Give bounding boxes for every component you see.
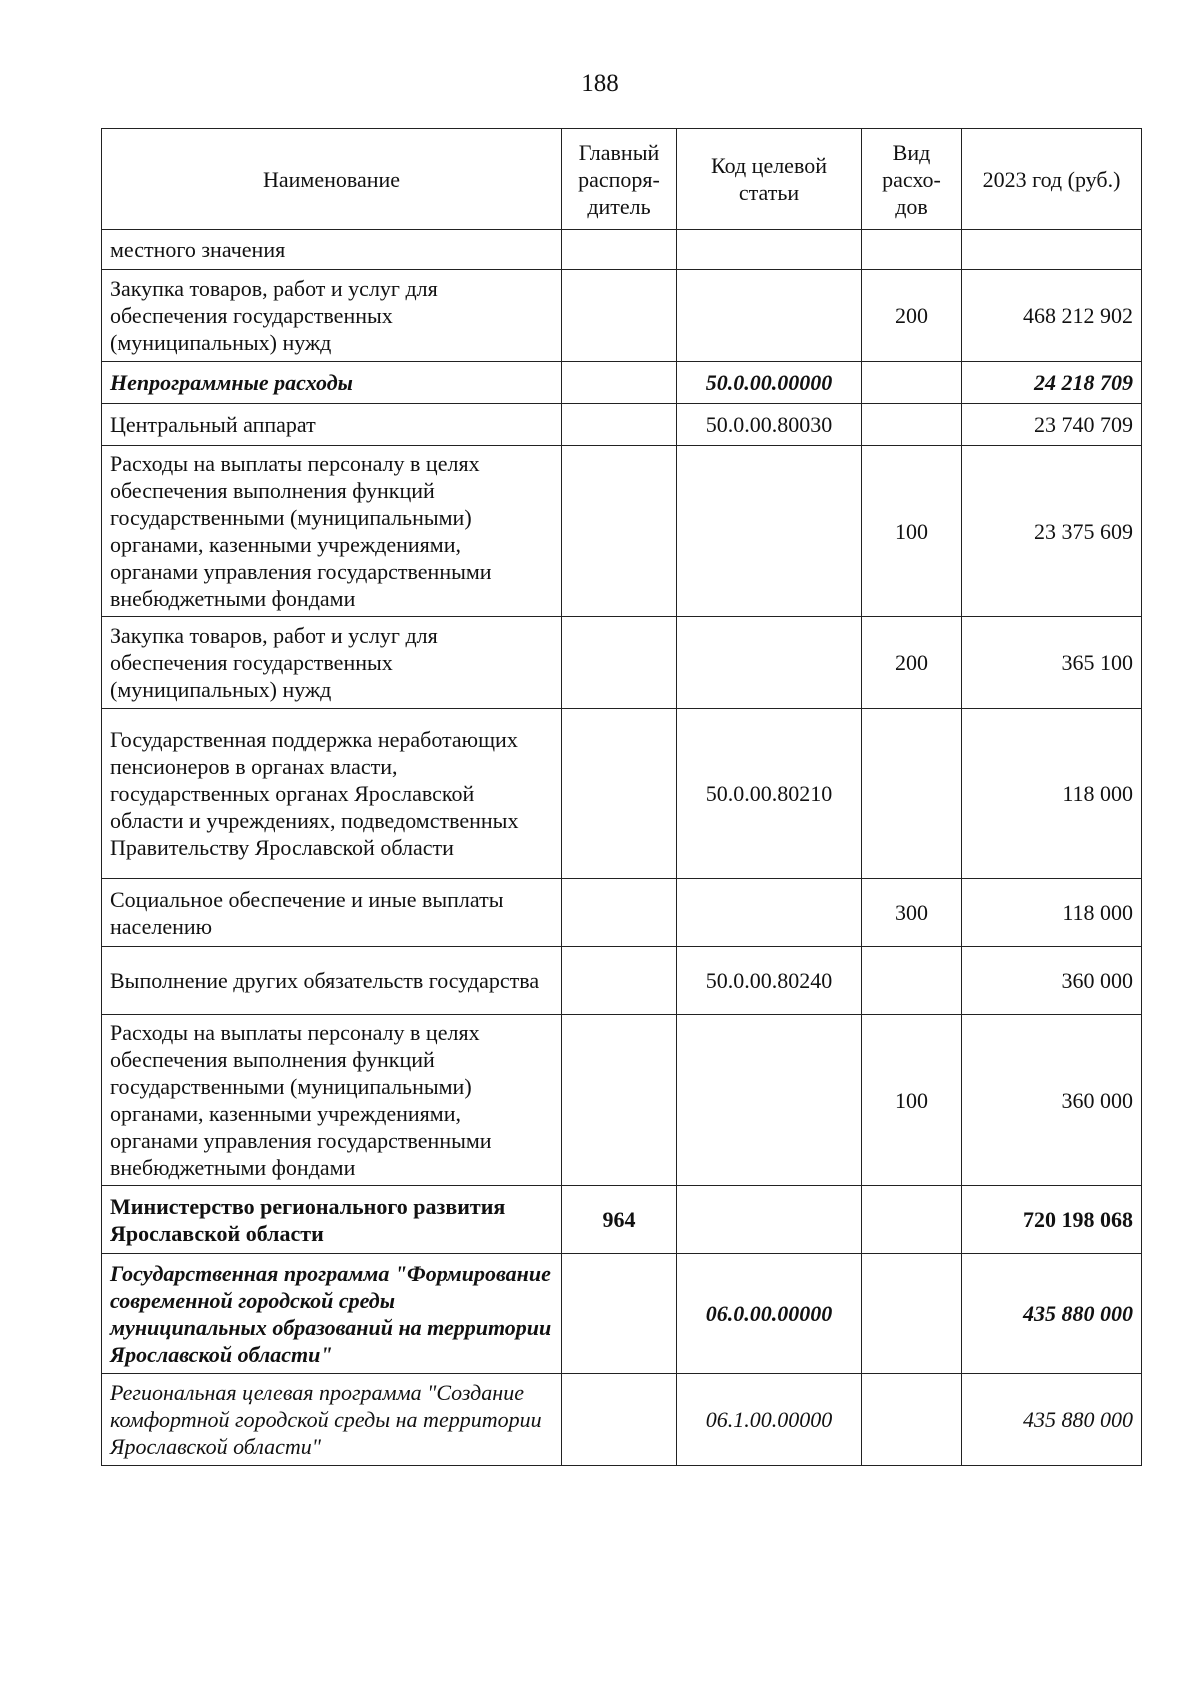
target-code-cell — [677, 879, 862, 947]
target-code-cell: 06.0.00.00000 — [677, 1254, 862, 1374]
expense-kind-cell: 100 — [862, 446, 962, 617]
name-cell: Министерство регионального развития Ярославской области — [102, 1186, 562, 1254]
expense-kind-cell: 300 — [862, 879, 962, 947]
main-manager-cell: 964 — [562, 1186, 677, 1254]
table-row — [102, 879, 1142, 947]
target-code-cell: 50.0.00.80240 — [677, 947, 862, 1015]
page-number: 188 — [581, 70, 619, 97]
sum-cell: 365 100 — [962, 617, 1142, 709]
table-row — [102, 709, 1142, 879]
sum-cell: 24 218 709 — [962, 362, 1142, 404]
header-expense-kind: Вид расхо-дов — [862, 129, 962, 230]
expense-kind-cell: 200 — [862, 270, 962, 362]
header-name: Наименование — [102, 129, 562, 230]
target-code-cell: 50.0.00.80030 — [677, 404, 862, 446]
main-manager-cell — [562, 230, 677, 270]
expense-kind-cell — [862, 1374, 962, 1466]
main-manager-cell — [562, 709, 677, 879]
sum-cell: 360 000 — [962, 947, 1142, 1015]
sum-cell: 360 000 — [962, 1015, 1142, 1186]
main-manager-cell — [562, 404, 677, 446]
target-code-cell — [677, 1186, 862, 1254]
name-cell: Центральный аппарат — [102, 404, 562, 446]
table-row — [102, 1186, 1142, 1254]
table-row — [102, 446, 1142, 617]
table-row — [102, 230, 1142, 270]
expense-kind-cell: 200 — [862, 617, 962, 709]
main-manager-cell — [562, 270, 677, 362]
target-code-cell — [677, 617, 862, 709]
header-sum-2023: 2023 год (руб.) — [962, 129, 1142, 230]
main-manager-cell — [562, 1254, 677, 1374]
table-row — [102, 404, 1142, 446]
sum-cell: 468 212 902 — [962, 270, 1142, 362]
main-manager-cell — [562, 446, 677, 617]
table-row — [102, 1254, 1142, 1374]
name-cell: Расходы на выплаты персоналу в целях обеспечения выполнения функций государственными (муниципальными) органами, казенными учреждениями, органами управления государственными внебюджетными фондами — [102, 1015, 562, 1186]
target-code-cell — [677, 230, 862, 270]
name-cell: Государственная поддержка неработающих пенсионеров в органах власти, государственных органах Ярославской области и учреждениях, подведомственных Правительству Ярославской области — [102, 709, 562, 879]
table-row — [102, 362, 1142, 404]
expense-kind-cell — [862, 1254, 962, 1374]
header-row — [102, 129, 1142, 230]
target-code-cell — [677, 1015, 862, 1186]
sum-cell: 23 740 709 — [962, 404, 1142, 446]
main-manager-cell — [562, 1015, 677, 1186]
name-cell: Закупка товаров, работ и услуг для обеспечения государственных (муниципальных) нужд — [102, 270, 562, 362]
sum-cell: 23 375 609 — [962, 446, 1142, 617]
name-cell: Непрограммные расходы — [102, 362, 562, 404]
expense-kind-cell — [862, 947, 962, 1015]
table-row — [102, 1015, 1142, 1186]
sum-cell: 435 880 000 — [962, 1254, 1142, 1374]
name-cell: Социальное обеспечение и иные выплаты населению — [102, 879, 562, 947]
table-row — [102, 947, 1142, 1015]
table-body — [102, 230, 1142, 1466]
expense-kind-cell: 100 — [862, 1015, 962, 1186]
expense-kind-cell — [862, 709, 962, 879]
table-row — [102, 1374, 1142, 1466]
main-manager-cell — [562, 362, 677, 404]
name-cell: Государственная программа "Формирование современной городской среды муниципальных образований на территории Ярославской области" — [102, 1254, 562, 1374]
expense-kind-cell — [862, 1186, 962, 1254]
name-cell: Региональная целевая программа "Создание комфортной городской среды на территории Ярославской области" — [102, 1374, 562, 1466]
table-row — [102, 270, 1142, 362]
sum-cell — [962, 230, 1142, 270]
name-cell: местного значения — [102, 230, 562, 270]
name-cell: Расходы на выплаты персоналу в целях обеспечения выполнения функций государственными (муниципальными) органами, казенными учреждениями, органами управления государственными внебюджетными фондами — [102, 446, 562, 617]
name-cell: Выполнение других обязательств государства — [102, 947, 562, 1015]
main-manager-cell — [562, 879, 677, 947]
sum-cell: 118 000 — [962, 709, 1142, 879]
name-cell: Закупка товаров, работ и услуг для обеспечения государственных (муниципальных) нужд — [102, 617, 562, 709]
target-code-cell — [677, 446, 862, 617]
header-target-code: Код целевой статьи — [677, 129, 862, 230]
sum-cell: 720 198 068 — [962, 1186, 1142, 1254]
main-manager-cell — [562, 947, 677, 1015]
expense-kind-cell — [862, 362, 962, 404]
sum-cell: 435 880 000 — [962, 1374, 1142, 1466]
target-code-cell: 06.1.00.00000 — [677, 1374, 862, 1466]
budget-table — [101, 128, 1142, 1466]
header-main-manager: Главный распоря-дитель — [562, 129, 677, 230]
expense-kind-cell — [862, 230, 962, 270]
sum-cell: 118 000 — [962, 879, 1142, 947]
target-code-cell — [677, 270, 862, 362]
table-row — [102, 617, 1142, 709]
target-code-cell: 50.0.00.80210 — [677, 709, 862, 879]
target-code-cell: 50.0.00.00000 — [677, 362, 862, 404]
main-manager-cell — [562, 1374, 677, 1466]
expense-kind-cell — [862, 404, 962, 446]
main-manager-cell — [562, 617, 677, 709]
